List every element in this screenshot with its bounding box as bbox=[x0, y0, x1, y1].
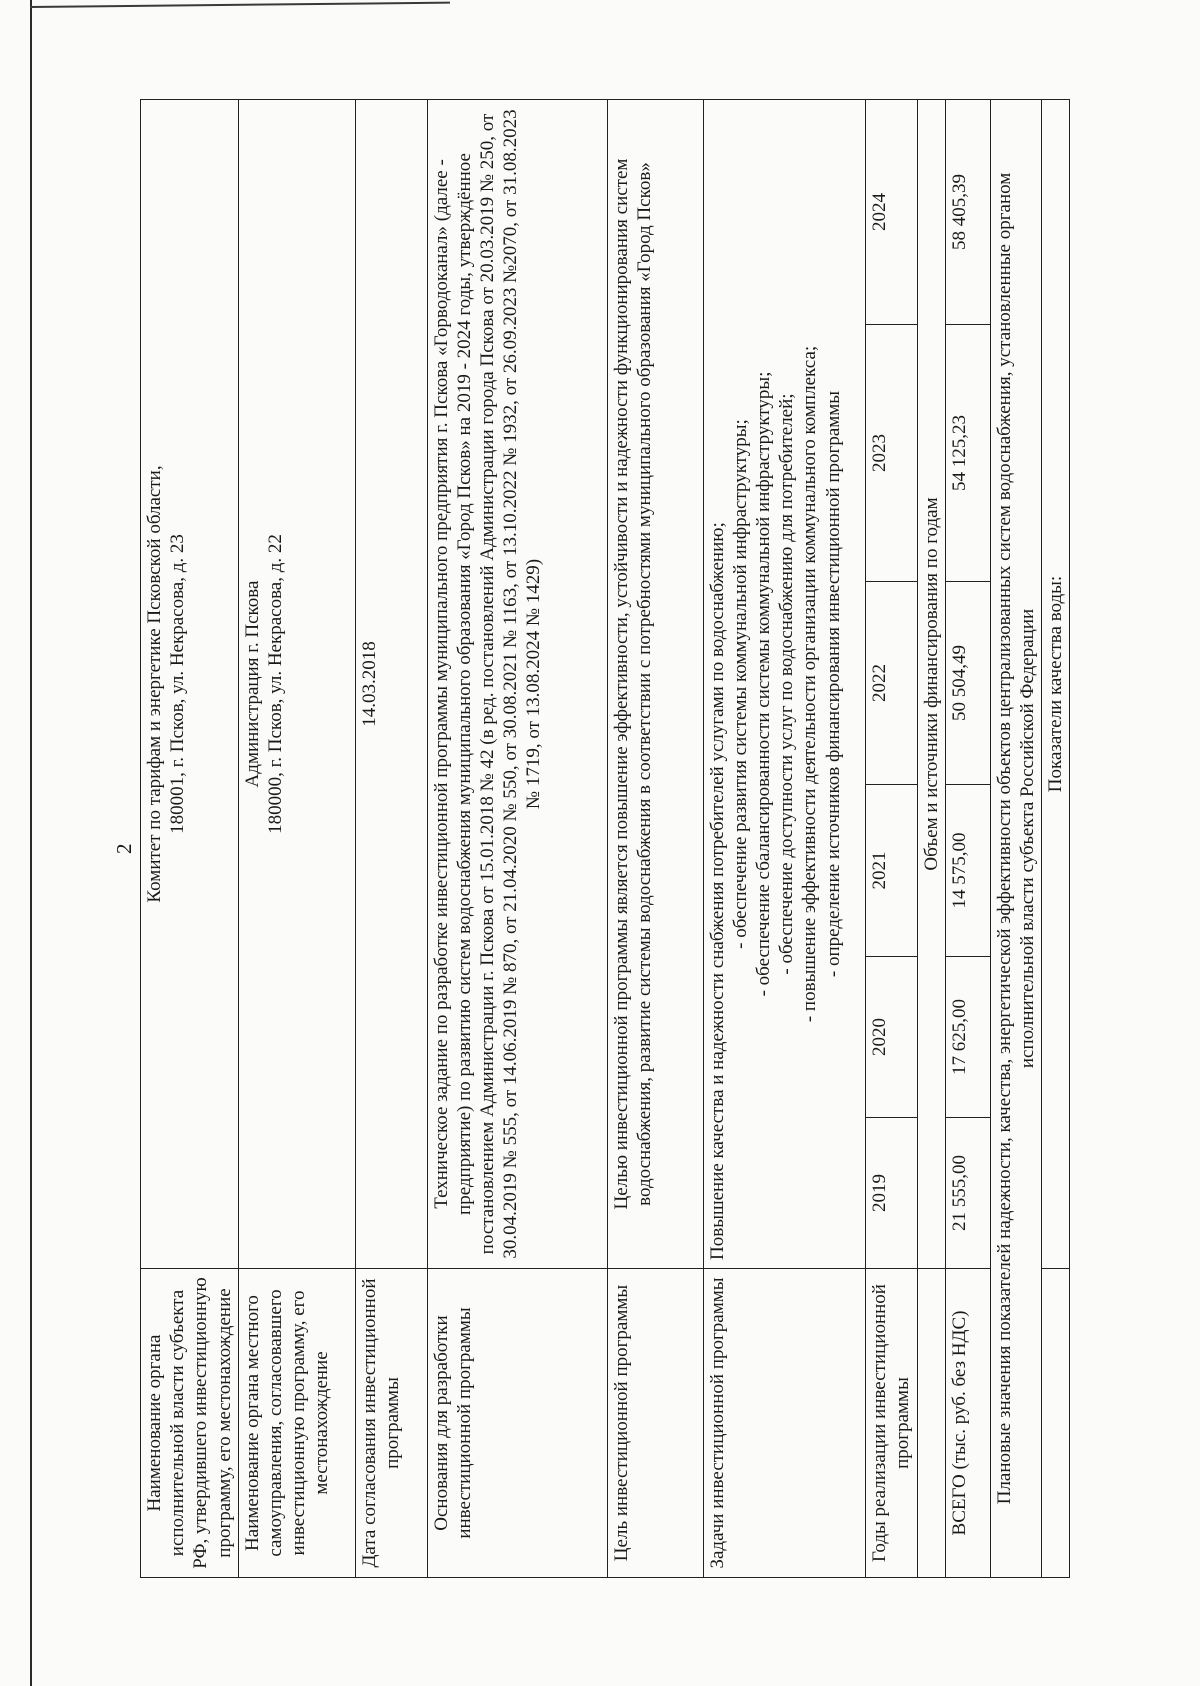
executive-authority-name: Комитет по тарифам и энергетике Псковской области, bbox=[144, 465, 165, 903]
basis-label: Основания для разработки инвестиционной программы bbox=[427, 1269, 607, 1578]
row-years bbox=[865, 99, 917, 1577]
row-total bbox=[945, 99, 990, 1577]
page-number: 2 bbox=[112, 843, 136, 854]
total-value-cell: 50 504,49 bbox=[945, 582, 990, 785]
total-value-cell: 58 405,39 bbox=[945, 99, 990, 324]
task-item: - повышение эффективности деятельности организации коммунального комплекса; bbox=[799, 345, 821, 1023]
executive-authority-label: Наименование органа исполнительной власти субъекта РФ, утвердившего инвестиционную программу, его местонахождение bbox=[141, 1269, 239, 1578]
year-cell: 2022 bbox=[865, 582, 917, 785]
total-value-cell: 17 625,00 bbox=[945, 957, 990, 1118]
row-approval-date bbox=[355, 99, 427, 1577]
row-funding-header bbox=[917, 99, 945, 1577]
funding-header: Объем и источники финансирования по годам bbox=[917, 99, 945, 1268]
years-label: Годы реализации инвестиционной программы bbox=[865, 1269, 917, 1578]
year-cell: 2019 bbox=[865, 1118, 917, 1269]
total-value-cell: 21 555,00 bbox=[945, 1118, 990, 1269]
total-value-cell: 14 575,00 bbox=[945, 785, 990, 957]
task-item: - обеспечение доступности услуг по водоснабжению для потребителей; bbox=[776, 393, 798, 975]
local-government-label: Наименование органа местного самоуправления, согласовавшего инвестиционную программу, его местонахождение bbox=[238, 1269, 355, 1578]
task-item: - определение источников финансирования инвестиционной программы bbox=[822, 390, 844, 978]
funding-header-spacer bbox=[917, 1269, 945, 1578]
water-quality-spacer bbox=[1042, 1269, 1070, 1578]
executive-authority-address: 180001, г. Псков, ул. Некрасова, д. 23 bbox=[167, 534, 189, 834]
water-quality-header: Показатели качества воды: bbox=[1042, 99, 1070, 1268]
planned-indicators: Плановые значения показателей надежности, качества, энергетической эффективности объектов централизованных систем водоснабжения, установленные органом исполнительной власти субъекта Российской Федерации bbox=[990, 99, 1041, 1577]
total-label: ВСЕГО (тыс. руб. без НДС) bbox=[945, 1269, 990, 1578]
approval-date-label: Дата согласования инвестиционной программы bbox=[355, 1269, 427, 1578]
local-government-value bbox=[238, 99, 355, 1268]
goal-value: Целью инвестиционной программы является повышение эффективности, устойчивости и надежности функционирования систем водоснабжения, развитие системы водоснабжения в соответствии с потребностями муниципального образования «Город Псков» bbox=[607, 99, 703, 1268]
row-local-government bbox=[238, 99, 355, 1577]
total-value-cell: 54 125,23 bbox=[945, 325, 990, 582]
task-item: - обеспечение сбалансированности системы коммунальной инфраструктуры; bbox=[753, 371, 775, 997]
row-basis bbox=[427, 99, 607, 1577]
row-goal bbox=[607, 99, 703, 1577]
row-water-quality bbox=[1042, 99, 1070, 1577]
goal-label: Цель инвестиционной программы bbox=[607, 1269, 703, 1578]
executive-authority-value bbox=[141, 99, 239, 1268]
investment-program-passport-table bbox=[140, 99, 1070, 1578]
year-cell: 2020 bbox=[865, 957, 917, 1118]
year-cell: 2021 bbox=[865, 785, 917, 957]
row-executive-authority bbox=[141, 99, 239, 1577]
tasks-intro: Повышение качества и надежности снабжения потребителей услугами по водоснабжению; bbox=[706, 522, 728, 1260]
local-government-address: 180000, г. Псков, ул. Некрасова, д. 22 bbox=[264, 534, 286, 834]
row-tasks bbox=[703, 99, 865, 1577]
task-item: - обеспечение развития системы коммунальной инфраструктуры; bbox=[729, 419, 751, 949]
local-government-name: Администрация г. Пскова bbox=[241, 580, 263, 788]
year-cell: 2024 bbox=[865, 99, 917, 324]
tasks-value bbox=[703, 99, 865, 1268]
year-cell: 2023 bbox=[865, 325, 917, 582]
row-planned-indicators bbox=[990, 99, 1041, 1577]
approval-date-value: 14.03.2018 bbox=[355, 99, 427, 1268]
tasks-label: Задачи инвестиционной программы bbox=[703, 1269, 865, 1578]
basis-value: Техническое задание по разработке инвестиционной программы муниципального предприятия г. Пскова «Горводоканал» (далее - предприятие) по развитию систем водоснабжения муниципального образования «Город Псков» на 2019 - 2024 годы, утверждённое постановлением Администрации г. Пскова от 15.01.2018 № 42 (в ред. постановлений Администрации города Пскова от 20.03.2019 № 250, от 30.04.2019 № 555, от 14.06.2019 № 870, от 21.04.2020 № 550, от 30.08.2021 № 1163, от 13.10.2022 № 1932, от 26.09.2023 №2070, от 31.08.2023 № 1719, от 13.08.2024 № 1429) bbox=[427, 99, 607, 1268]
